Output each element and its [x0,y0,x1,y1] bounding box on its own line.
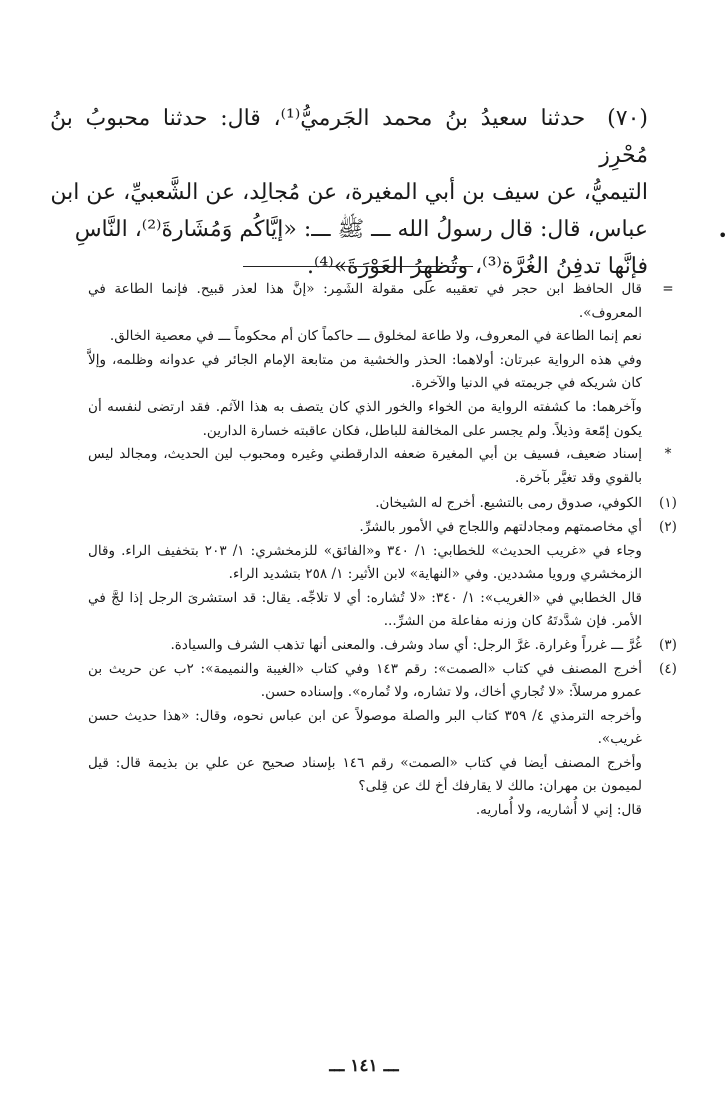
footnote-mark: (٣) [659,636,677,653]
footnote-mark: * [664,446,672,463]
footnote-separator [243,266,473,267]
footnote-paragraph: إسناد ضعيف، فسيف بن أبي المغيرة ضعفه الدارقطني وغيره ومحبوب لين الحديث، ومجالد ليس بالقوي وقد تغيَّر بآخرة. [88,446,642,486]
footnote-mark: = [662,281,674,297]
footnote-1 [88,492,686,516]
footnote-paragraph: وآخرهما: ما كشفته الرواية من الخواء والخور الذي كان يتصف به هذا الآثم. فقد ارتضى لنفسه أن يكون إمّعة وذيلاً. ولم يجسر على المخالفة للباطل، فكان عاقبته خسارة الدارين. [88,398,642,439]
footnote-3 [88,634,686,658]
hadith-line: (٧٠)حدثنا سعيدُ بنُ محمد الجَرميُّ⁽¹⁾، قال: حدثنا محبوبُ بنُ مُحْرِز [50,106,648,168]
footnote-paragraph: وجاء في «غريب الحديث» للخطابي: ١/ ٣٤٠ و«الفائق» للزمخشري: ١/ ٢٠٣ بتخفيف الراء. وقال الزمخشري ورويا مشددين. وفي «النهاية» لابن الأثير: ١/ ٢٥٨ بتشديد الراء. [88,542,642,583]
footnote-paragraph: قال: إني لا أُشاريه، ولا أُماريه. [475,802,642,819]
footnote-2 [88,516,686,634]
hadith-line: التيميُّ، عن سيف بن أبي المغيرة، عن مُجالِد، عن الشَّعبيِّ، عن ابن [50,180,648,205]
footnote-paragraph: نعم إنما الطاعة في المعروف، ولا طاعة لمخلوق ـــ حاكماً كان أم محكوماً ـــ في معصية الخالق. [109,328,642,345]
page-number: ـــ ١٤١ ـــ [329,1056,399,1076]
footnote-paragraph: وفي هذه الرواية عبرتان: أولاهما: الحذر والخشية من متابعة الإمام الجائر في عدوانه وظلمه، وإلاَّ كان شريكه في جريمته في الدنيا والآخرة. [88,351,642,392]
hadith-text [50,100,648,285]
footnote-paragraph: قال الحافظ ابن حجر في تعقيبه على مقولة الشَمِر: «إنَّ هذا لعذر قبيح. فإنما الطاعة في المعروف». [88,281,642,321]
footnote-paragraph: غُرَّ ـــ غرراً وغرارة. غرَّ الرجل: أي ساد وشرف. والمعنى أنها تذهب الشرف والسيادة. [170,636,642,653]
footnote-mark: (٤) [659,660,677,677]
margin-mark: • [718,226,728,245]
footnotes [88,278,686,823]
footnote-paragraph: أي مخاصمتهم ومجادلتهم واللجاج في الأمور بالشرِّ. [359,518,642,535]
footnote-4 [88,658,686,823]
footnote-paragraph: وأخرج المصنف أيضا في كتاب «الصمت» رقم ١٤٦ بإسناد صحيح عن علي بن بذيمة قال: قيل لميمون بن مهران: مالك لا يقارفك أخ لك عن قِلى؟ [88,754,642,795]
hadith-line: فإنَّها تدفِنُ الغُرَّة⁽³⁾، وتُظهِرُ العَوْرَةَ»⁽⁴⁾. [306,254,648,279]
hadith-number: (٧٠) [607,106,648,131]
footnote-paragraph: قال الخطابي في «الغريب»: ١/ ٣٤٠: «لا تُشاره: أي لا تلاجِّه. يقال: قد استشرىَ الرجل إذا لجَّ في الأمر. فإن شدَّدتَهُ كان وزنه مفاعلة من الشرِّ... [88,589,642,630]
footnote-asterisk [88,443,686,490]
footnote-mark: (١) [659,495,677,512]
footnote-continuation [88,278,686,443]
footnote-paragraph: الكوفي، صدوق رمى بالتشيع. أخرج له الشيخان. [375,495,642,512]
hadith-line: عباس، قال: قال رسولُ الله ـــ ﷺ ـــ: «إيَّاكُم وَمُشَارةَ⁽²⁾، النَّاسِ [74,217,648,242]
footnote-mark: (٢) [659,518,677,535]
footnote-paragraph: وأخرجه الترمذي ٤/ ٣٥٩ كتاب البر والصلة موصولاً عن ابن عباس نحوه، وقال: «هذا حديث حسن غريب». [88,707,642,748]
footnote-paragraph: أخرج المصنف في كتاب «الصمت»: رقم ١٤٣ وفي كتاب «الغيبة والنميمة»: ٢ب عن حريث بن عمرو مرسلاً: «لا تُجاري أخاك، ولا تشاره، ولا تُماره». وإسناده حسن. [88,660,643,701]
